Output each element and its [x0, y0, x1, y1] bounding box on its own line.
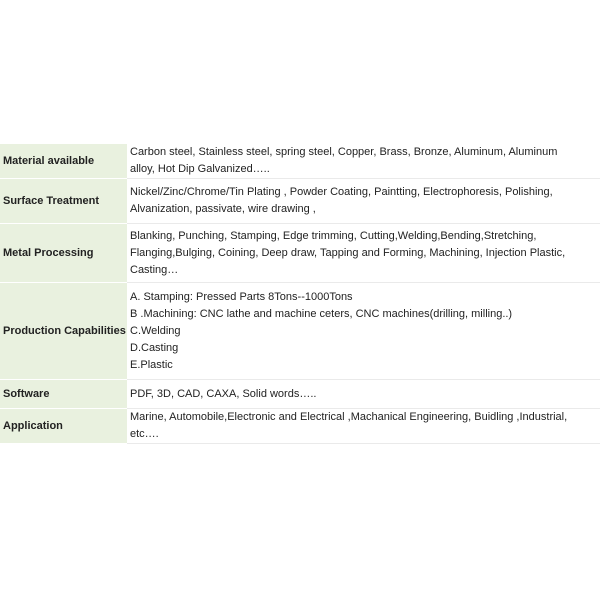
- value-line: Nickel/Zinc/Chrome/Tin Plating , Powder Coating, Paintting, Electrophoresis, Polishing,: [130, 186, 553, 198]
- value-line: Carbon steel, Stainless steel, spring steel, Copper, Brass, Bronze, Aluminum, Aluminum: [130, 146, 558, 158]
- value-line: A. Stamping: Pressed Parts 8Tons--1000Tons: [130, 290, 353, 303]
- table-row: [0, 144, 600, 179]
- row-value: [127, 144, 600, 179]
- row-value: [127, 283, 600, 380]
- row-value: [127, 179, 600, 224]
- value-line: Marine, Automobile,Electronic and Electrical ,Machanical Engineering, Buidling ,Industrial,: [130, 411, 568, 423]
- row-label: Metal Processing: [0, 224, 127, 283]
- row-label: Surface Treatment: [0, 179, 127, 224]
- value-line: E.Plastic: [130, 358, 173, 371]
- row-label: Application: [0, 409, 127, 444]
- row-value: [127, 224, 600, 283]
- value-line: Casting…: [130, 263, 179, 276]
- table-row: [0, 224, 600, 283]
- value-line: C.Welding: [130, 324, 181, 337]
- value-line: B .Machining: CNC lathe and machine ceters, CNC machines(drilling, milling..): [130, 307, 513, 320]
- value-line: PDF, 3D, CAD, CAXA, Solid words…..: [130, 387, 317, 400]
- value-line: Alvanization, passivate, wire drawing ,: [130, 203, 316, 215]
- value-line: Blanking, Punching, Stamping, Edge trimming, Cutting,Welding,Bending,Stretching,: [130, 229, 537, 242]
- row-label: Production Capabilities: [0, 283, 127, 380]
- value-line: Flanging,Bulging, Coining, Deep draw, Tapping and Forming, Machining, Injection Plastic,: [130, 246, 566, 259]
- table-row: [0, 380, 600, 409]
- value-line: alloy, Hot Dip Galvanized…..: [130, 163, 270, 175]
- row-label: Material available: [0, 144, 127, 179]
- row-label: Software: [0, 380, 127, 409]
- value-line: etc….: [130, 428, 159, 440]
- spec-table: [0, 144, 600, 444]
- row-value: [127, 380, 600, 409]
- table-row: [0, 179, 600, 224]
- value-line: D.Casting: [130, 341, 179, 354]
- table-row: [0, 283, 600, 380]
- table-row: [0, 409, 600, 444]
- row-value: [127, 409, 600, 444]
